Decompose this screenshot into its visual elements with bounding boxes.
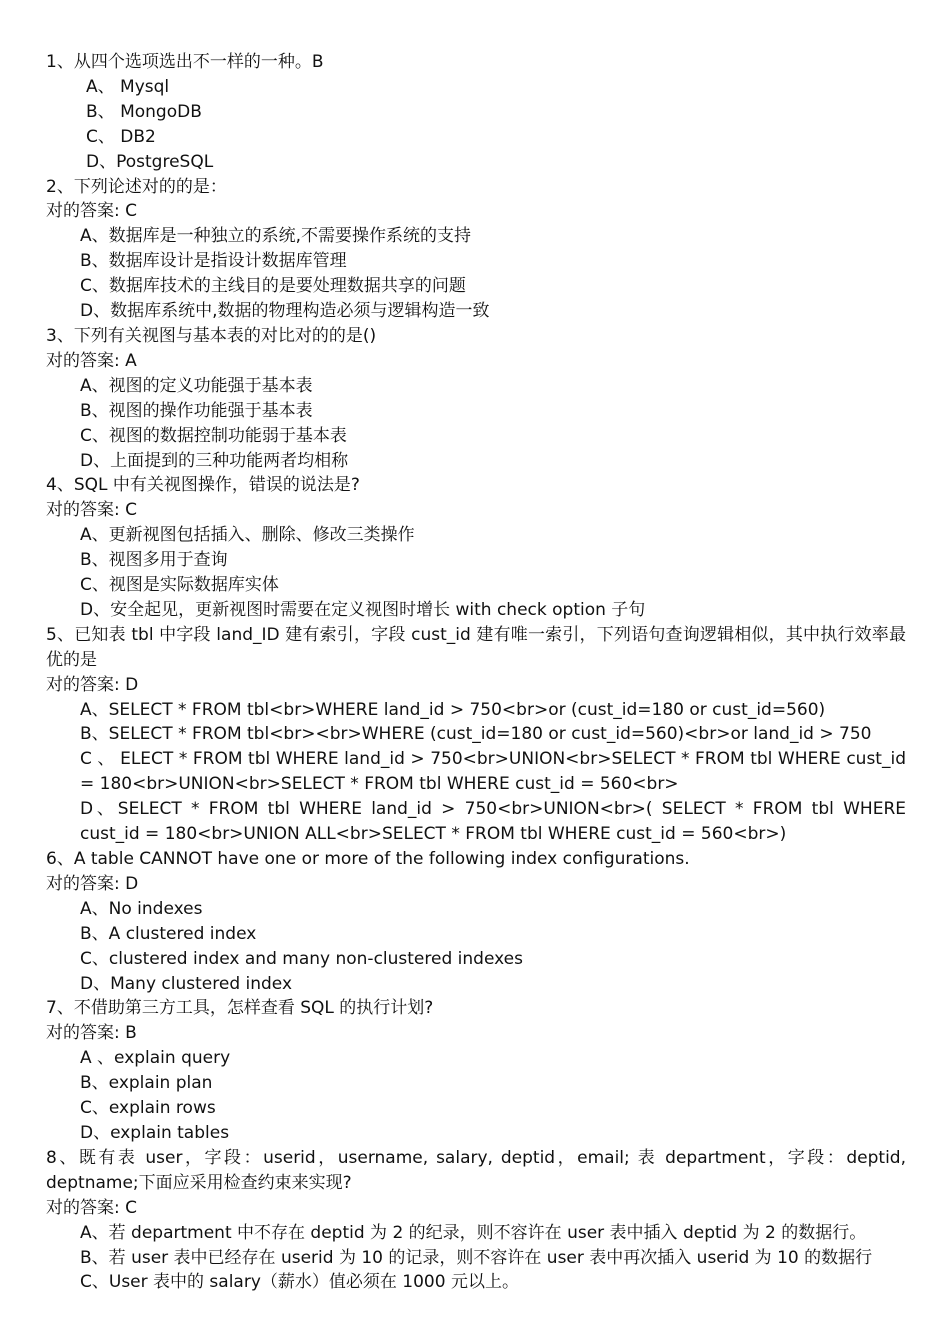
option-d: D、Many clustered index <box>80 973 293 994</box>
question-1 <box>46 50 906 175</box>
question-text: 6、A table CANNOT have one or more of the following index configurations. <box>46 849 690 869</box>
option-d: D、安全起见，更新视图时需要在定义视图时增长 with check option 子句 <box>80 599 646 620</box>
answer-text: 对的答案: B <box>46 1023 137 1044</box>
option-a: A、更新视图包括插入、删除、修改三类操作 <box>80 525 415 546</box>
answer-text: 对的答案: D <box>46 873 139 894</box>
question-text: 5、已知表 tbl 中字段 land_ID 建有索引，字段 cust_id 建有唯一索引，下列语句查询逻辑相似，其中执行效率最优的是 <box>46 624 906 670</box>
option-d: D、SELECT * FROM tbl WHERE land_id > 750<br>UNION<br>( SELECT * FROM tbl WHERE cust_id = 180<br>UNION ALL<br>SELECT * FROM tbl WHERE cust_id = 560<br>) <box>80 799 906 845</box>
question-7 <box>46 996 906 1145</box>
option-c: C、explain rows <box>80 1098 216 1119</box>
option-b: B、数据库设计是指设计数据库管理 <box>80 251 347 272</box>
option-b: B、 MongoDB <box>86 101 202 122</box>
document-page <box>46 50 906 1295</box>
option-a: A、No indexes <box>80 898 203 919</box>
question-2 <box>46 175 906 324</box>
option-b: B、SELECT * FROM tbl<br><br>WHERE (cust_id=180 or cust_id=560)<br>or land_id > 750 <box>80 724 872 745</box>
option-d: D、PostgreSQL <box>86 151 214 172</box>
question-8 <box>46 1146 906 1295</box>
answer-text: 对的答案: C <box>46 201 138 222</box>
option-b: B、若 user 表中已经存在 userid 为 10 的记录，则不容许在 user 表中再次插入 userid 为 10 的数据行 <box>80 1247 873 1268</box>
question-6 <box>46 847 906 996</box>
option-b: B、A clustered index <box>80 923 257 944</box>
answer-text: 对的答案: C <box>46 1197 138 1218</box>
option-d: D、explain tables <box>80 1122 230 1143</box>
answer-text: 对的答案: C <box>46 500 138 521</box>
option-a: A、若 department 中不存在 deptid 为 2 的纪录，则不容许在 user 表中插入 deptid 为 2 的数据行。 <box>80 1222 867 1243</box>
question-4 <box>46 473 906 622</box>
option-b: B、视图多用于查询 <box>80 550 228 571</box>
option-c: C、视图的数据控制功能弱于基本表 <box>80 425 347 446</box>
option-a: A、数据库是一种独立的系统,不需要操作系统的支持 <box>80 226 472 247</box>
answer-text: 对的答案: D <box>46 674 139 695</box>
option-c: C、User 表中的 salary（薪水）值必须在 1000 元以上。 <box>80 1272 519 1293</box>
question-text: 1、从四个选项选出不一样的一种。B <box>46 52 324 72</box>
option-c: C、数据库技术的主线目的是要处理数据共享的问题 <box>80 276 466 297</box>
option-c: C、clustered index and many non-clustered indexes <box>80 948 523 969</box>
answer-text: 对的答案: A <box>46 350 137 371</box>
option-d: D、上面提到的三种功能两者均相称 <box>80 450 349 471</box>
question-text: 8、既有表 user，字段：userid，username, salary, deptid，email; 表 department，字段：deptid, deptname;下面应采用检查约束来实现? <box>46 1147 906 1193</box>
option-c: C、 DB2 <box>86 126 156 147</box>
option-a: A、SELECT * FROM tbl<br>WHERE land_id > 750<br>or (cust_id=180 or cust_id=560) <box>80 699 826 720</box>
option-b: B、explain plan <box>80 1073 213 1094</box>
question-text: 3、下列有关视图与基本表的对比对的的是() <box>46 325 377 346</box>
question-3 <box>46 324 906 473</box>
option-a: A、 Mysql <box>86 76 170 97</box>
question-text: 4、SQL 中有关视图操作，错误的说法是? <box>46 475 360 496</box>
option-a: A 、explain query <box>80 1048 231 1069</box>
option-c: C 、 ELECT * FROM tbl WHERE land_id > 750<br>UNION<br>SELECT * FROM tbl WHERE cust_id = 180<br>UNION<br>SELECT * FROM tbl WHERE cust_id = 560<br> <box>80 749 906 795</box>
option-c: C、视图是实际数据库实体 <box>80 575 279 596</box>
question-text: 7、不借助第三方工具，怎样查看 SQL 的执行计划? <box>46 998 434 1019</box>
question-5 <box>46 623 906 847</box>
option-b: B、视图的操作功能强于基本表 <box>80 400 313 421</box>
option-d: D、数据库系统中,数据的物理构造必须与逻辑构造一致 <box>80 301 490 322</box>
option-a: A、视图的定义功能强于基本表 <box>80 375 313 396</box>
question-text: 2、下列论述对的的是： <box>46 176 227 197</box>
